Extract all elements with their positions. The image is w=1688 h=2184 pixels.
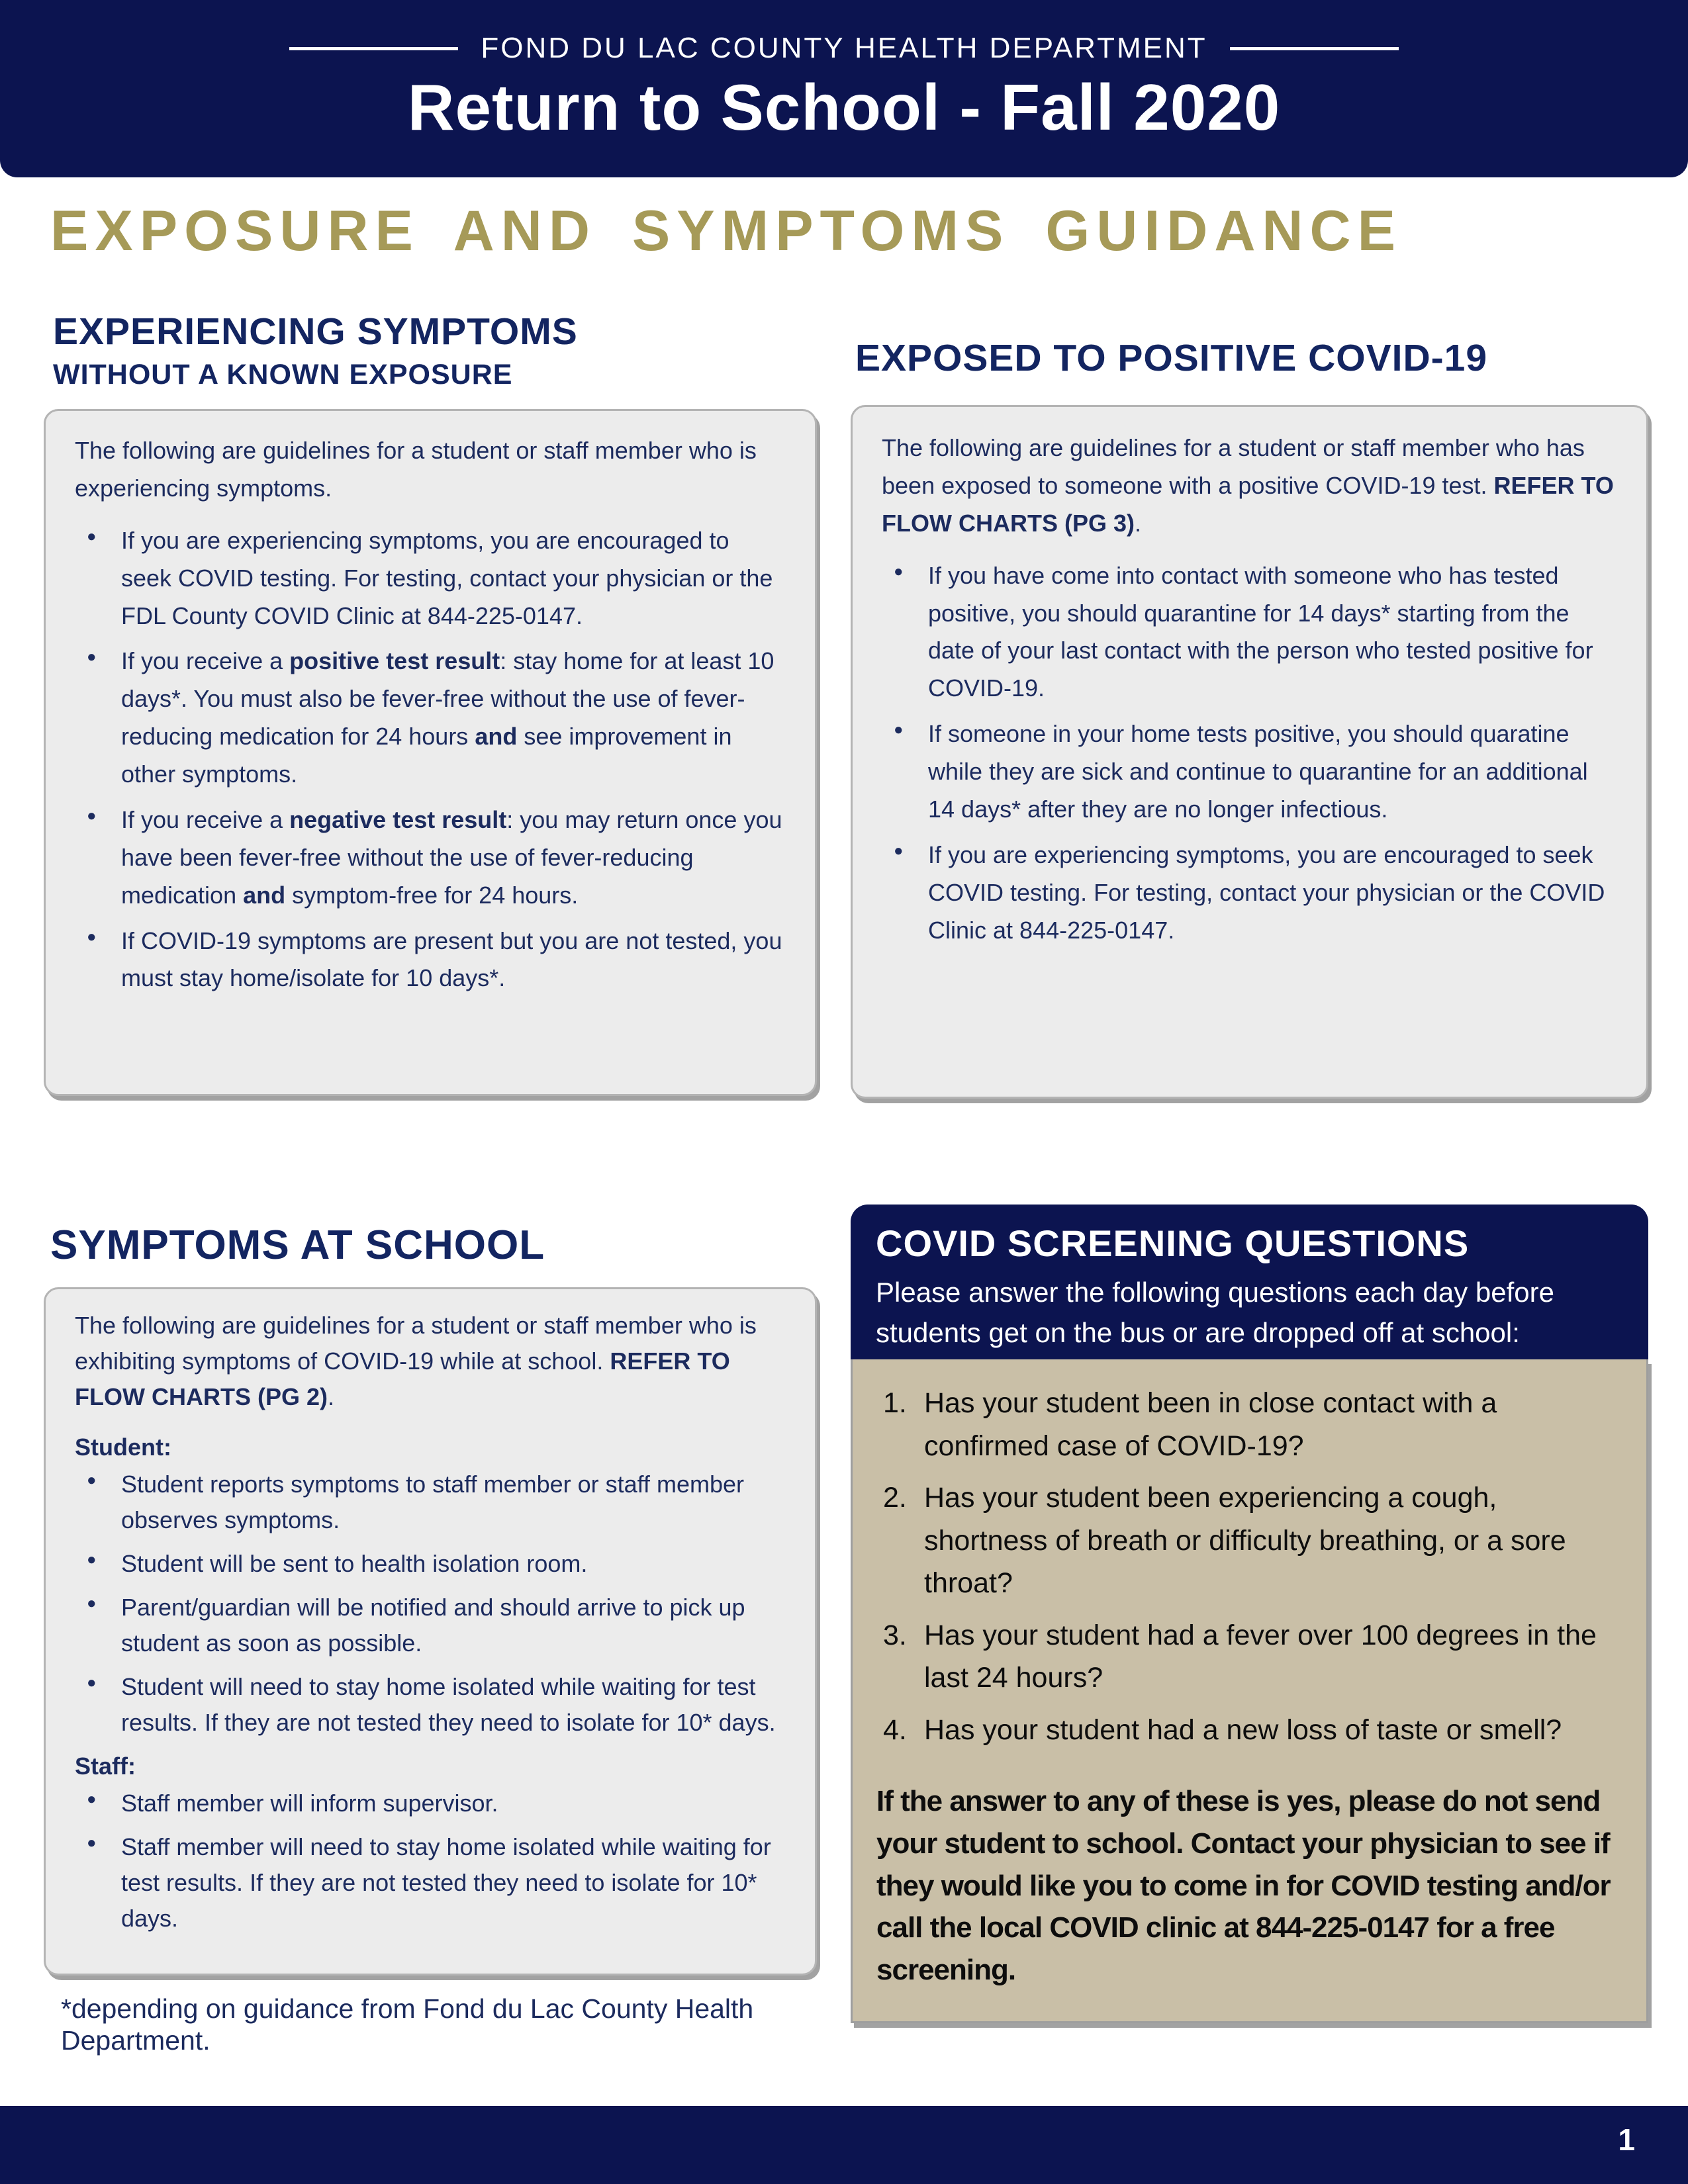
question-number: 2. bbox=[883, 1482, 907, 1514]
experiencing-bullet: ● If you are experiencing symptoms, you are encouraged to seek COVID testing. For testing, contact your physician or the FDL County COVID Clinic at 844-225-0147. bbox=[75, 522, 786, 635]
screening-heading: COVID SCREENING QUESTIONS bbox=[876, 1222, 1470, 1264]
page-header bbox=[0, 0, 1688, 177]
staff-bullet-list bbox=[75, 1786, 786, 1936]
screening-header-box bbox=[851, 1205, 1648, 1359]
experiencing-bullet-list bbox=[75, 522, 786, 998]
department-name: FOND DU LAC COUNTY HEALTH DEPARTMENT bbox=[481, 32, 1207, 64]
exposed-bullet-list bbox=[882, 557, 1617, 950]
footnote: *depending on guidance from Fond du Lac County Health Department. bbox=[61, 1993, 754, 2056]
exposed-bullet: ● If you are experiencing symptoms, you are encouraged to seek COVID testing. For testing, contact your physician or the COVID Clinic at 844-225-0147. bbox=[882, 837, 1617, 950]
page-footer bbox=[0, 2106, 1688, 2184]
screening-question-list bbox=[876, 1382, 1622, 1751]
symptoms-at-school-box bbox=[44, 1287, 817, 1976]
experiencing-bullet: ● If COVID-19 symptoms are present but you are not tested, you must stay home/isolate for 10 days*. bbox=[75, 923, 786, 998]
question-number: 3. bbox=[883, 1619, 907, 1651]
exposed-intro: The following are guidelines for a student or staff member who has been exposed to someone with a positive COVID-19 test. REFER TO FLOW CHARTS (PG 3). bbox=[882, 434, 1614, 537]
screening-question: 4. Has your student had a new loss of taste or smell? bbox=[876, 1709, 1622, 1752]
document-title: Return to School - Fall 2020 bbox=[407, 71, 1281, 144]
symptoms-at-school-heading: SYMPTOMS AT SCHOOL bbox=[50, 1222, 545, 1268]
experiencing-bullet: ● If you receive a negative test result: you may return once you have been fever-free without the use of fever-reducing medication and symptom-free for 24 hours. bbox=[75, 801, 786, 915]
exposed-bullet: ● If you have come into contact with someone who has tested positive, you should quarantine for 14 days* starting from the date of your last contact with the person who tested positive for COVID-19. bbox=[882, 557, 1617, 708]
experiencing-bullet: ● If you receive a positive test result: stay home for at least 10 days*. You must also be fever-free without the use of fever-reducing medication for 24 hours and see improvement in other symptoms. bbox=[75, 643, 786, 794]
staff-bullet: ● Staff member will need to stay home isolated while waiting for test results. If they are not tested they need to isolate for 10* days. bbox=[75, 1829, 786, 1936]
main-heading: EXPOSURE AND SYMPTOMS GUIDANCE bbox=[50, 199, 1402, 263]
experiencing-symptoms-box bbox=[44, 409, 817, 1096]
symptoms-at-school-intro: The following are guidelines for a student or staff member who is exhibiting symptoms of COVID-19 while at school. REFER TO FLOW CHARTS (PG 2). bbox=[75, 1312, 757, 1410]
question-number: 4. bbox=[883, 1713, 907, 1746]
student-label: Student: bbox=[75, 1433, 171, 1461]
screening-question: 1. Has your student been in close contact with a confirmed case of COVID-19? bbox=[876, 1382, 1622, 1467]
screening-question: 3. Has your student had a fever over 100 degrees in the last 24 hours? bbox=[876, 1614, 1622, 1700]
screening-warning: If the answer to any of these is yes, please do not send your student to school. Contact your physician to see if they would like you to come in for COVID testing and/or call the local COVID clinic at 844-225-0147 for a free screening. bbox=[876, 1785, 1611, 1987]
exposed-bullet: ● If someone in your home tests positive, you should quaratine while they are sick and continue to quarantine for an additional 14 days* after they are no longer infectious. bbox=[882, 715, 1617, 829]
student-bullet: ● Student will need to stay home isolated while waiting for test results. If they are not tested they need to isolate for 10* days. bbox=[75, 1669, 786, 1741]
student-bullet: ● Parent/guardian will be notified and should arrive to pick up student as soon as possible. bbox=[75, 1590, 786, 1661]
exposed-box bbox=[851, 405, 1648, 1099]
screening-question: 2. Has your student been experiencing a cough, shortness of breath or difficulty breathing, or a sore throat? bbox=[876, 1477, 1622, 1605]
student-bullet-list bbox=[75, 1467, 786, 1741]
experiencing-symptoms-subheading: WITHOUT A KNOWN EXPOSURE bbox=[53, 359, 513, 390]
student-bullet: ● Student reports symptoms to staff member or staff member observes symptoms. bbox=[75, 1467, 786, 1538]
page-number: 1 bbox=[1618, 2122, 1635, 2157]
screening-questions-box bbox=[851, 1359, 1648, 2023]
screening-intro: Please answer the following questions each day before students get on the bus or are dropped off at school: bbox=[876, 1277, 1554, 1348]
staff-bullet: ● Staff member will inform supervisor. bbox=[75, 1786, 786, 1821]
department-banner bbox=[0, 0, 1688, 65]
banner-left-line bbox=[289, 47, 458, 50]
banner-right-line bbox=[1230, 47, 1399, 50]
staff-label: Staff: bbox=[75, 1752, 136, 1780]
exposed-heading: EXPOSED TO POSITIVE COVID-19 bbox=[855, 337, 1488, 379]
experiencing-symptoms-heading: EXPERIENCING SYMPTOMS bbox=[53, 310, 578, 353]
student-bullet: ● Student will be sent to health isolation room. bbox=[75, 1546, 786, 1582]
question-number: 1. bbox=[883, 1387, 907, 1419]
experiencing-intro: The following are guidelines for a student or staff member who is experiencing symptoms. bbox=[75, 437, 757, 502]
